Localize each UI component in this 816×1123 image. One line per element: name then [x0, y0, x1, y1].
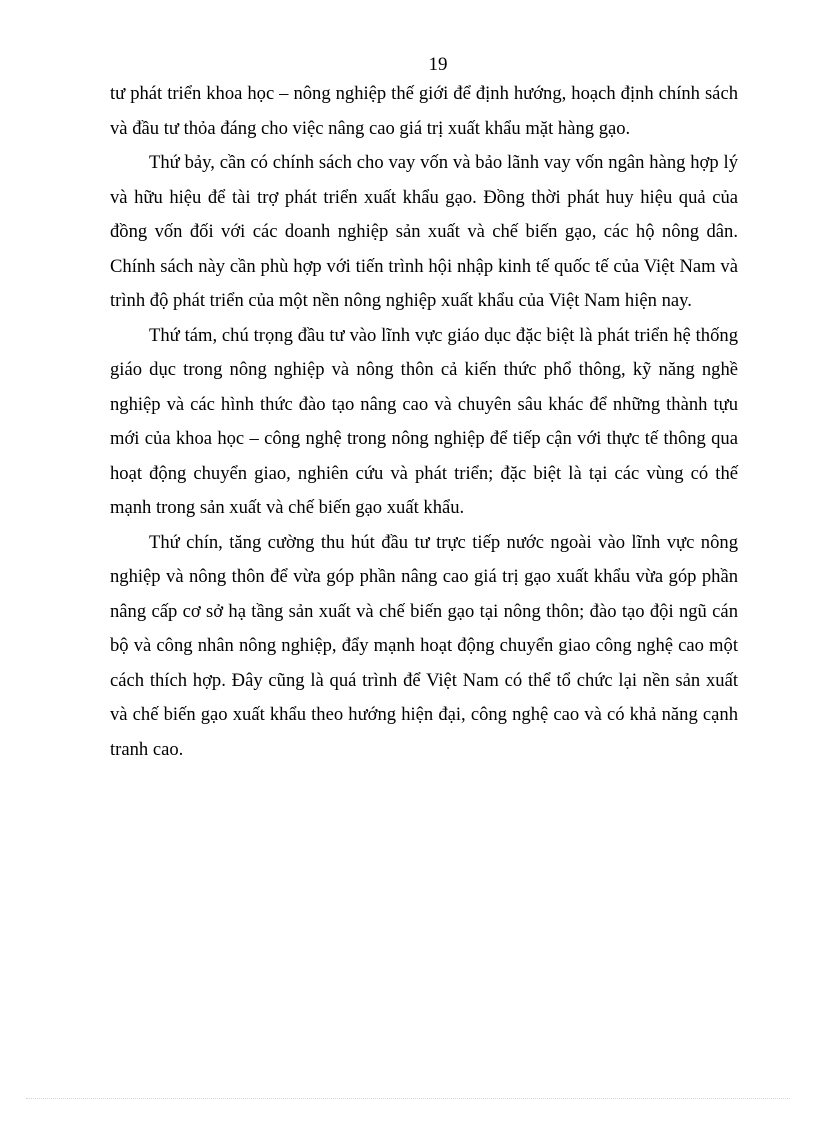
body-text	[110, 77, 738, 767]
page-bottom-rule	[26, 1098, 790, 1099]
paragraph-continuation: tư phát triển khoa học – nông nghiệp thế giới để định hướng, hoạch định chính sách và đầu tư thỏa đáng cho việc nâng cao giá trị xuất khẩu mặt hàng gạo.	[110, 83, 738, 139]
page-number: 19	[428, 54, 448, 75]
paragraph-thu-tam: Thứ tám, chú trọng đầu tư vào lĩnh vực giáo dục đặc biệt là phát triển hệ thống giáo dục trong nông nghiệp và nông thôn cả kiến thức phổ thông, kỹ năng nghề nghiệp và các hình thức đào tạo nâng cao và chuyên sâu khác để những thành tựu mới của khoa học – công nghệ trong nông nghiệp để tiếp cận với thực tế thông qua hoạt động chuyển giao, nghiên cứu và phát triển; đặc biệt là tại các vùng có thế mạnh trong sản xuất và chế biến gạo xuất khẩu.	[110, 324, 738, 518]
paragraph-thu-bay: Thứ bảy, cần có chính sách cho vay vốn và bảo lãnh vay vốn ngân hàng hợp lý và hữu hiệu để tài trợ phát triển xuất khẩu gạo. Đồng thời phát huy hiệu quả của đồng vốn đối với các doanh nghiệp sản xuất và chế biến gạo, các hộ nông dân. Chính sách này cần phù hợp với tiến trình hội nhập kinh tế quốc tế của Việt Nam và trình độ phát triển của một nền nông nghiệp xuất khẩu của Việt Nam hiện nay.	[110, 152, 738, 311]
paragraph-thu-chin: Thứ chín, tăng cường thu hút đầu tư trực tiếp nước ngoài vào lĩnh vực nông nghiệp và nông thôn để vừa góp phần nâng cao giá trị gạo xuất khẩu vừa góp phần nâng cấp cơ sở hạ tầng sản xuất và chế biến gạo tại nông thôn; đào tạo đội ngũ cán bộ và công nhân nông nghiệp, đẩy mạnh hoạt động chuyển giao công nghệ cao một cách thích hợp. Đây cũng là quá trình để Việt Nam có thể tổ chức lại nền sản xuất và chế biến gạo xuất khẩu theo hướng hiện đại, công nghệ cao và có khả năng cạnh tranh cao.	[110, 531, 738, 760]
